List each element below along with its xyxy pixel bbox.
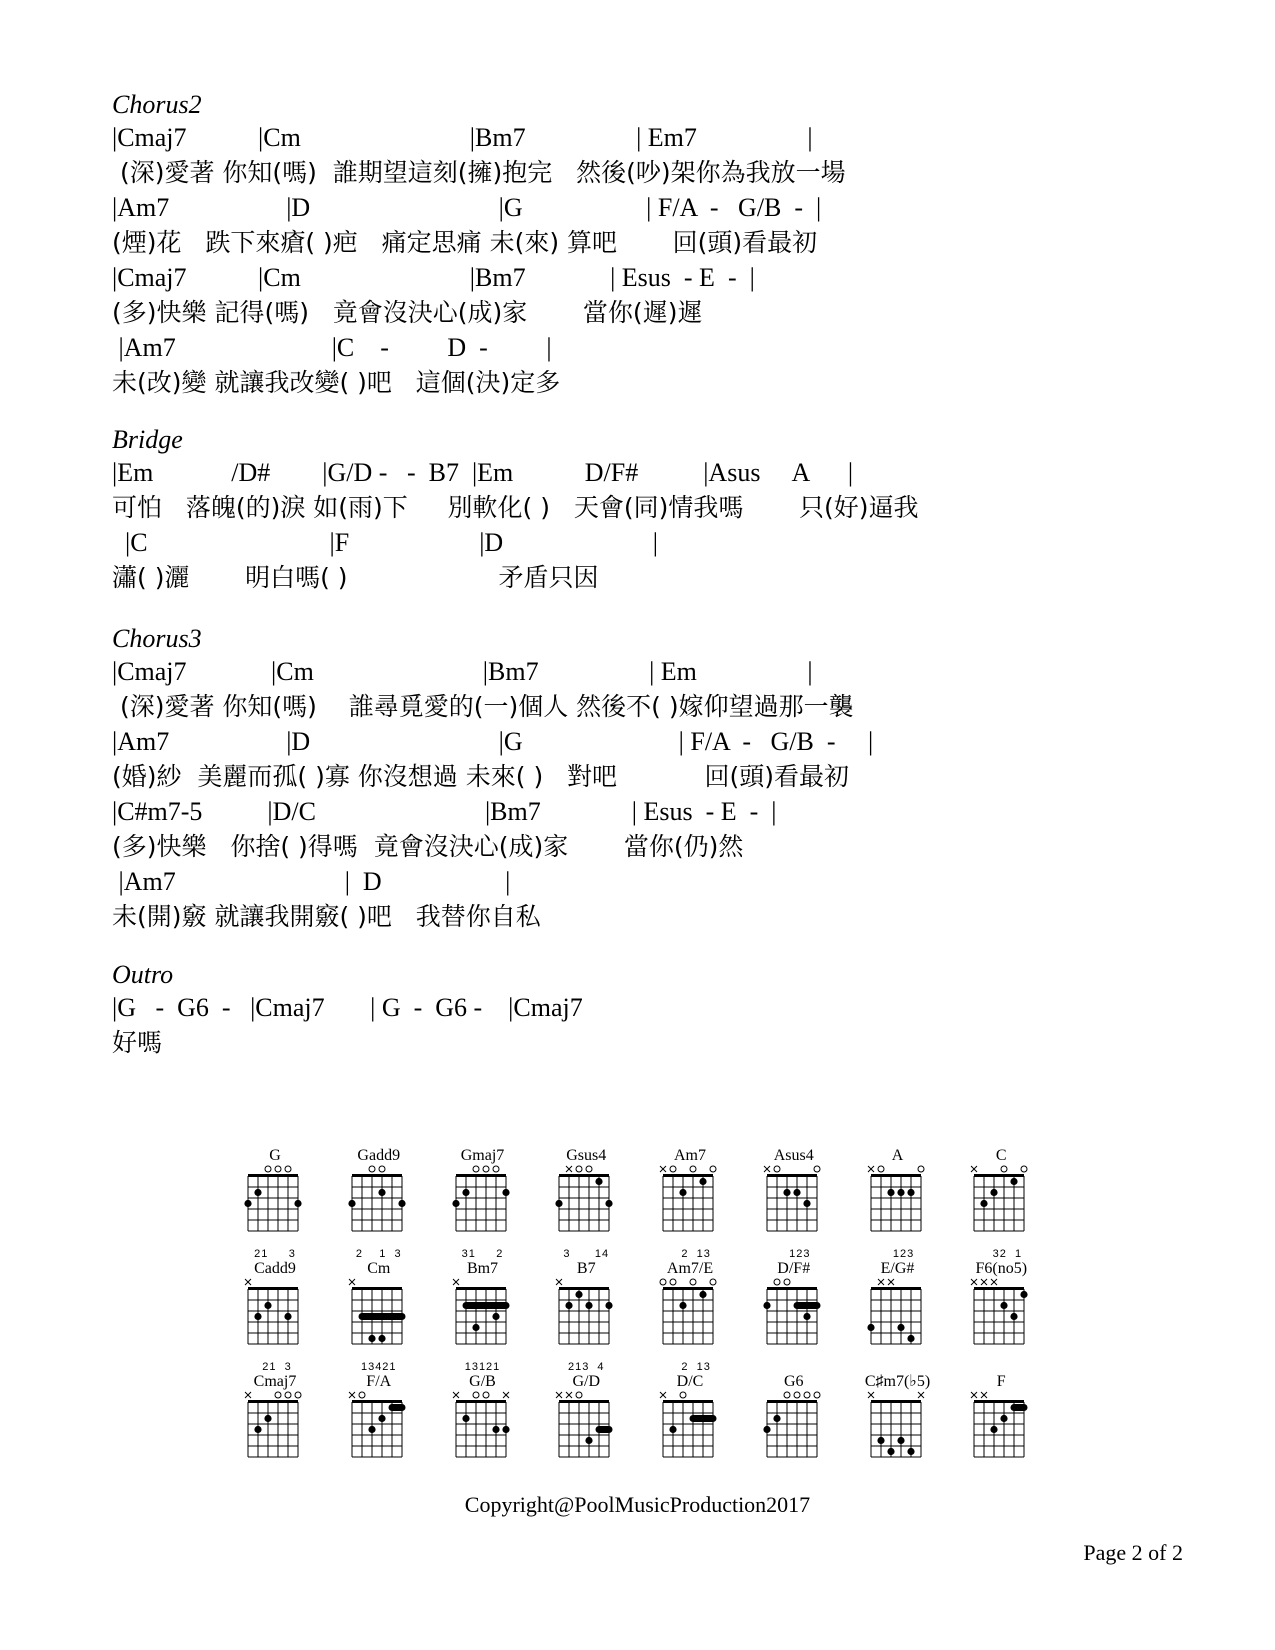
finger-dot — [264, 1415, 271, 1422]
finger-dot — [1001, 1302, 1008, 1309]
chord-name: D/C — [676, 1373, 704, 1390]
chord-line: |Am7 | D | — [112, 867, 511, 896]
fretboard-diagram — [966, 1388, 1036, 1476]
chord-name: Cmaj7 — [253, 1373, 297, 1390]
chord-name: Am7/E — [666, 1260, 714, 1277]
open-string-marker — [918, 1166, 924, 1172]
finger-dot — [793, 1189, 800, 1196]
finger-dot — [462, 1189, 469, 1196]
chord-diagram — [966, 1148, 1070, 1261]
chord-name: Gmaj7 — [460, 1147, 505, 1164]
muted-string-marker — [888, 1279, 894, 1285]
finger-dot — [867, 1324, 874, 1331]
chord-name: C — [995, 1147, 1007, 1164]
chord-line: |C |F |D | — [112, 528, 658, 557]
open-string-marker — [1001, 1166, 1007, 1172]
finger-dot — [606, 1200, 613, 1207]
lyric-line: (煙)花 跌下來瘡( )疤 痛定思痛 未(來) 算吧 回(頭)看最初 — [112, 228, 818, 257]
fingering-label: 123 — [880, 1248, 915, 1260]
open-string-marker — [814, 1392, 820, 1398]
chord-name: Gadd9 — [357, 1147, 401, 1164]
finger-dot — [907, 1448, 914, 1455]
finger-dot — [502, 1189, 509, 1196]
finger-dot — [606, 1302, 613, 1309]
chord-diagram — [344, 1261, 448, 1374]
chord-name: F/A — [366, 1373, 392, 1390]
chord-line: |C#m7-5 |D/C |Bm7 | Esus - E - | — [112, 797, 777, 826]
lyric-line: (多)快樂 記得(嗎) 竟會沒決心(成)家 當你(遲)遲 — [112, 298, 703, 327]
open-string-marker — [680, 1392, 686, 1398]
chord-name: A — [891, 1147, 904, 1164]
chord-diagram — [344, 1374, 448, 1487]
fretboard-diagram — [966, 1162, 1036, 1250]
open-string-marker — [285, 1166, 291, 1172]
fretboard-diagram — [551, 1388, 621, 1476]
nut — [352, 1287, 402, 1290]
finger-dot — [254, 1426, 261, 1433]
finger-dot — [502, 1426, 509, 1433]
chord-name: Asus4 — [773, 1147, 814, 1164]
finger-dot — [254, 1313, 261, 1320]
finger-dot — [284, 1313, 291, 1320]
muted-string-marker — [566, 1166, 572, 1172]
nut — [663, 1287, 713, 1290]
muted-string-marker — [349, 1279, 355, 1285]
chord-line: |G - G6 - |Cmaj7 | G - G6 - |Cmaj7 — [112, 993, 583, 1022]
open-string-marker — [379, 1166, 385, 1172]
open-string-marker — [275, 1392, 281, 1398]
fingering-label: 3 14 — [563, 1248, 610, 1260]
nut — [871, 1174, 921, 1177]
chord-diagram — [759, 1148, 863, 1261]
muted-string-marker — [566, 1392, 572, 1398]
nut — [974, 1287, 1024, 1290]
finger-dot — [699, 1178, 706, 1185]
finger-dot — [244, 1200, 251, 1207]
open-string-marker — [483, 1166, 489, 1172]
finger-dot — [699, 1291, 706, 1298]
nut — [248, 1174, 298, 1177]
fretboard-diagram — [551, 1275, 621, 1363]
open-string-marker — [774, 1279, 780, 1285]
finger-dot — [1001, 1415, 1008, 1422]
fingering-label: 21 3 — [258, 1361, 292, 1373]
muted-string-marker — [453, 1392, 459, 1398]
finger-dot — [991, 1426, 998, 1433]
muted-string-marker — [556, 1279, 562, 1285]
finger-dot — [1011, 1313, 1018, 1320]
fretboard-diagram — [655, 1275, 725, 1363]
finger-dot — [378, 1189, 385, 1196]
finger-dot — [462, 1415, 469, 1422]
nut — [456, 1400, 506, 1403]
open-string-marker — [774, 1166, 780, 1172]
lyric-line: 未(開)竅 就讓我開竅( )吧 我替你自私 — [112, 902, 541, 931]
chord-name: F — [996, 1373, 1006, 1390]
fingering-label: 21 3 — [254, 1248, 296, 1260]
section-chorus2 — [112, 90, 1212, 400]
fretboard-diagram — [448, 1388, 518, 1476]
muted-string-marker — [981, 1392, 987, 1398]
finger-dot — [679, 1189, 686, 1196]
open-string-marker — [804, 1392, 810, 1398]
open-string-marker — [710, 1279, 716, 1285]
finger-dot — [348, 1200, 355, 1207]
muted-string-marker — [245, 1279, 251, 1285]
chord-name: B7 — [576, 1260, 596, 1277]
chord-diagram — [966, 1261, 1070, 1374]
chord-name: F6(no5) — [975, 1260, 1028, 1277]
open-string-marker — [690, 1279, 696, 1285]
finger-dot — [669, 1426, 676, 1433]
fretboard-diagram — [863, 1388, 933, 1476]
copyright-text: Copyright@PoolMusicProduction2017 — [464, 1492, 811, 1517]
finger-dot — [897, 1437, 904, 1444]
muted-string-marker — [868, 1166, 874, 1172]
finger-dot — [1021, 1291, 1028, 1298]
finger-dot — [586, 1437, 593, 1444]
chord-diagram — [863, 1374, 967, 1487]
muted-string-marker — [556, 1392, 562, 1398]
open-string-marker — [295, 1392, 301, 1398]
fretboard-diagram — [240, 1162, 310, 1250]
lyric-line: 好嗎 — [112, 1028, 163, 1057]
nut — [974, 1400, 1024, 1403]
open-string-marker — [369, 1166, 375, 1172]
lyric-line: 瀟( )灑 明白嗎( ) 矛盾只因 — [112, 563, 599, 592]
fingering-label: 31 2 — [461, 1248, 504, 1260]
muted-string-marker — [660, 1392, 666, 1398]
muted-string-marker — [918, 1392, 924, 1398]
section-outro — [112, 960, 1212, 1060]
chord-diagram — [759, 1261, 863, 1374]
fretboard-diagram — [240, 1388, 310, 1476]
section-title: Chorus3 — [112, 624, 202, 653]
nut — [871, 1400, 921, 1403]
section-bridge — [112, 425, 1212, 595]
chord-line: |Em /D# |G/D - - B7 |Em D/F# |Asus A | — [112, 458, 854, 487]
nut — [559, 1287, 609, 1290]
fretboard-diagram — [655, 1388, 725, 1476]
chord-diagram — [655, 1374, 759, 1487]
section-chorus3 — [112, 624, 1212, 934]
section-title: Chorus2 — [112, 90, 202, 119]
nut — [974, 1174, 1024, 1177]
open-string-marker — [794, 1392, 800, 1398]
nut — [456, 1174, 506, 1177]
chord-line: |Cmaj7 |Cm |Bm7 | Esus - E - | — [112, 263, 755, 292]
chord-name: Cadd9 — [254, 1260, 296, 1277]
open-string-marker — [576, 1392, 582, 1398]
finger-dot — [368, 1426, 375, 1433]
finger-dot — [264, 1302, 271, 1309]
finger-dot — [897, 1324, 904, 1331]
chord-name: G/B — [469, 1373, 496, 1390]
fingering-label: 2 13 — [669, 1248, 711, 1260]
open-string-marker — [660, 1279, 666, 1285]
chord-diagram — [655, 1148, 759, 1261]
open-string-marker — [483, 1392, 489, 1398]
chord-line: |Am7 |C - D - | — [112, 333, 552, 362]
chord-diagram — [240, 1148, 344, 1261]
finger-dot — [897, 1189, 904, 1196]
chord-line: |Am7 |D |G | F/A - G/B - | — [112, 193, 822, 222]
open-string-marker — [710, 1166, 716, 1172]
finger-dot — [803, 1200, 810, 1207]
open-string-marker — [493, 1166, 499, 1172]
finger-dot — [398, 1200, 405, 1207]
chord-diagram — [448, 1148, 552, 1261]
muted-string-marker — [764, 1166, 770, 1172]
chord-name: Cm — [367, 1260, 391, 1277]
chord-diagram — [240, 1261, 344, 1374]
chord-diagram — [448, 1261, 552, 1374]
muted-string-marker — [660, 1166, 666, 1172]
finger-dot — [679, 1302, 686, 1309]
finger-dot — [492, 1426, 499, 1433]
finger-dot — [294, 1200, 301, 1207]
open-string-marker — [670, 1166, 676, 1172]
fingering-label: 13121 — [464, 1361, 501, 1373]
fingering-label: 13421 — [360, 1361, 397, 1373]
muted-string-marker — [503, 1392, 509, 1398]
fretboard-diagram — [344, 1162, 414, 1250]
fretboard-diagram — [344, 1388, 414, 1476]
page-number: Page 2 of 2 — [1083, 1540, 1183, 1565]
chord-diagram — [655, 1261, 759, 1374]
fretboard-diagram — [966, 1275, 1036, 1363]
muted-string-marker — [971, 1166, 977, 1172]
nut — [871, 1287, 921, 1290]
chord-diagram — [759, 1374, 863, 1487]
fingering-label: 123 — [776, 1248, 811, 1260]
finger-dot — [1011, 1178, 1018, 1185]
chord-name: D/F# — [777, 1260, 811, 1277]
section-title: Bridge — [112, 425, 183, 454]
finger-dot — [472, 1324, 479, 1331]
chord-diagram-grid — [240, 1148, 1070, 1488]
open-string-marker — [670, 1279, 676, 1285]
fretboard-diagram — [240, 1275, 310, 1363]
open-string-marker — [878, 1166, 884, 1172]
chord-diagram — [551, 1148, 655, 1261]
finger-dot — [596, 1178, 603, 1185]
lyric-line: (多)快樂 你捨( )得嗎 竟會沒決心(成)家 當你(仍)然 — [112, 832, 744, 861]
chord-diagram — [240, 1374, 344, 1487]
nut — [663, 1400, 713, 1403]
finger-dot — [763, 1426, 770, 1433]
fretboard-diagram — [448, 1275, 518, 1363]
nut — [248, 1287, 298, 1290]
finger-dot — [981, 1200, 988, 1207]
nut — [767, 1287, 817, 1290]
lyric-line: 未(改)變 就讓我改變( )吧 這個(決)定多 — [112, 368, 561, 397]
open-string-marker — [784, 1392, 790, 1398]
fretboard-diagram — [863, 1275, 933, 1363]
muted-string-marker — [991, 1279, 997, 1285]
finger-dot — [586, 1302, 593, 1309]
open-string-marker — [1021, 1166, 1027, 1172]
finger-dot — [887, 1189, 894, 1196]
chord-diagram — [551, 1374, 655, 1487]
fretboard-diagram — [344, 1275, 414, 1363]
open-string-marker — [275, 1166, 281, 1172]
finger-dot — [907, 1189, 914, 1196]
finger-dot — [907, 1335, 914, 1342]
finger-dot — [254, 1189, 261, 1196]
fretboard-diagram — [655, 1162, 725, 1250]
muted-string-marker — [971, 1392, 977, 1398]
open-string-marker — [690, 1166, 696, 1172]
finger-dot — [492, 1313, 499, 1320]
finger-dot — [378, 1415, 385, 1422]
open-string-marker — [473, 1392, 479, 1398]
finger-dot — [556, 1200, 563, 1207]
nut — [767, 1400, 817, 1403]
chord-diagram — [966, 1374, 1070, 1487]
nut — [456, 1287, 506, 1290]
fingering-label: 2 13 — [669, 1361, 711, 1373]
chord-name: Am7 — [674, 1147, 706, 1164]
fretboard-diagram — [759, 1162, 829, 1250]
lyric-line: (深)愛著 你知(嗎) 誰尋覓愛的(一)個人 然後不( )嫁仰望過那一襲 — [112, 692, 854, 721]
finger-dot — [452, 1200, 459, 1207]
open-string-marker — [814, 1166, 820, 1172]
nut — [559, 1174, 609, 1177]
fretboard-diagram — [759, 1275, 829, 1363]
lyric-line: (婚)紗 美麗而孤( )寡 你沒想過 未來( ) 對吧 回(頭)看最初 — [112, 762, 849, 791]
chord-line: |Am7 |D |G | F/A - G/B - | — [112, 727, 874, 756]
chord-diagram — [448, 1374, 552, 1487]
muted-string-marker — [868, 1392, 874, 1398]
section-title: Outro — [112, 960, 174, 989]
chord-name: G/D — [572, 1373, 601, 1390]
chord-name: C♯m7(♭5) — [864, 1373, 931, 1390]
finger-dot — [368, 1335, 375, 1342]
nut — [767, 1174, 817, 1177]
chord-line: |Cmaj7 |Cm |Bm7 | Em7 | — [112, 123, 813, 152]
chord-name: Bm7 — [466, 1260, 499, 1277]
nut — [352, 1400, 402, 1403]
chord-diagram — [863, 1261, 967, 1374]
fretboard-diagram — [863, 1162, 933, 1250]
muted-string-marker — [453, 1279, 459, 1285]
lyric-line: 可怕 落魄(的)淚 如(雨)下 別軟化( ) 天會(同)情我嗎 只(好)逼我 — [112, 493, 919, 522]
fretboard-diagram — [448, 1162, 518, 1250]
open-string-marker — [359, 1392, 365, 1398]
finger-dot — [991, 1189, 998, 1196]
finger-dot — [763, 1302, 770, 1309]
finger-dot — [773, 1415, 780, 1422]
lyric-line: (深)愛著 你知(嗎) 誰期望這刻(擁)抱完 然後(吵)架你為我放一場 — [112, 158, 846, 187]
open-string-marker — [784, 1279, 790, 1285]
open-string-marker — [576, 1166, 582, 1172]
open-string-marker — [473, 1166, 479, 1172]
muted-string-marker — [245, 1392, 251, 1398]
muted-string-marker — [349, 1392, 355, 1398]
chord-diagram — [863, 1148, 967, 1261]
chord-diagram — [344, 1148, 448, 1261]
finger-dot — [877, 1437, 884, 1444]
open-string-marker — [586, 1166, 592, 1172]
fretboard-diagram — [759, 1388, 829, 1476]
fingering-label: 213 4 — [567, 1361, 605, 1373]
nut — [663, 1174, 713, 1177]
chord-name: G6 — [783, 1373, 804, 1390]
fingering-label: 32 1 — [980, 1248, 1023, 1260]
nut — [248, 1400, 298, 1403]
fretboard-diagram — [551, 1162, 621, 1250]
finger-dot — [378, 1335, 385, 1342]
chord-diagram — [551, 1261, 655, 1374]
open-string-marker — [265, 1166, 271, 1172]
muted-string-marker — [971, 1279, 977, 1285]
muted-string-marker — [878, 1279, 884, 1285]
chord-line: |Cmaj7 |Cm |Bm7 | Em | — [112, 657, 813, 686]
nut — [559, 1400, 609, 1403]
finger-dot — [783, 1189, 790, 1196]
chord-name: E/G# — [880, 1260, 915, 1277]
chord-name: Gsus4 — [566, 1147, 607, 1164]
open-string-marker — [285, 1392, 291, 1398]
chord-name: G — [269, 1147, 281, 1164]
fingering-label: 2 1 3 — [355, 1248, 402, 1260]
finger-dot — [803, 1313, 810, 1320]
muted-string-marker — [981, 1279, 987, 1285]
finger-dot — [566, 1302, 573, 1309]
nut — [352, 1174, 402, 1177]
finger-dot — [576, 1291, 583, 1298]
finger-dot — [887, 1448, 894, 1455]
